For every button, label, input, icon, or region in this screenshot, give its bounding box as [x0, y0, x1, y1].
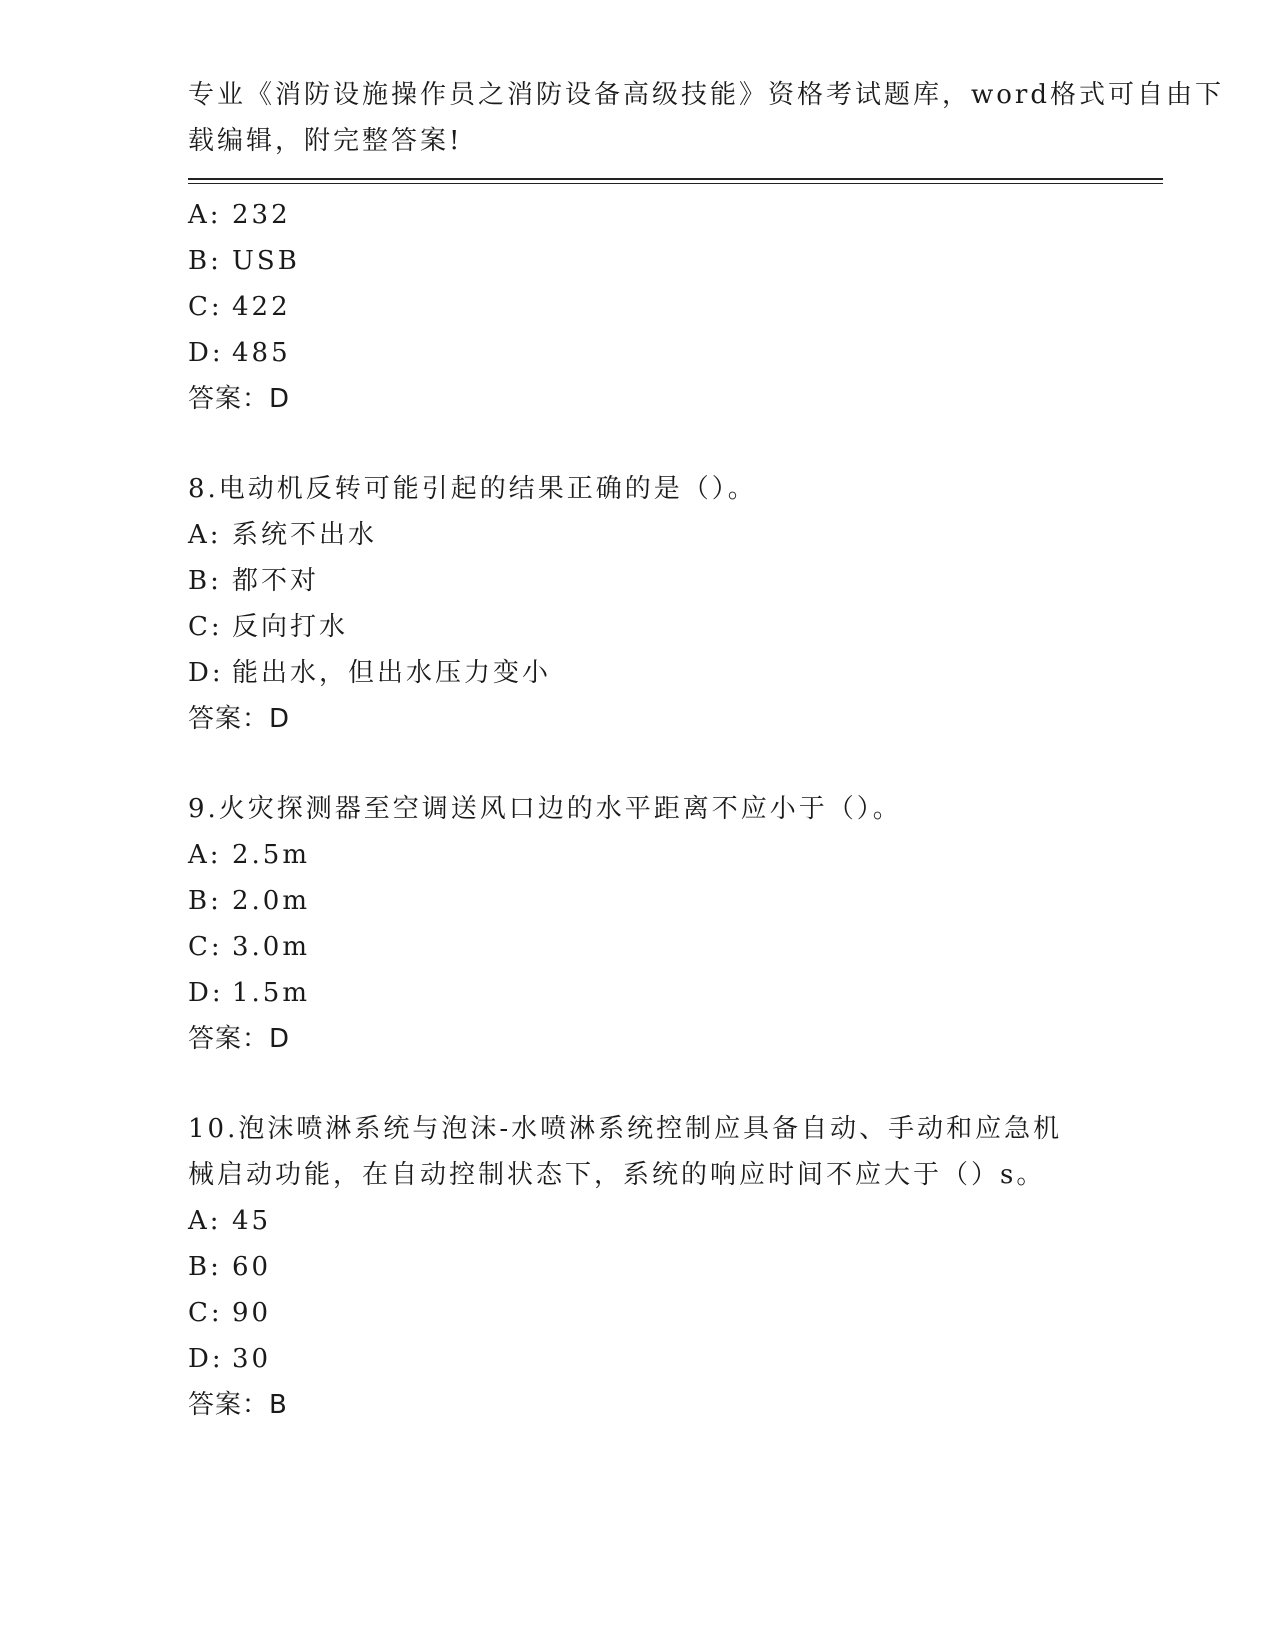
option-text: 422: [232, 292, 291, 322]
option-key: D:: [188, 978, 224, 1008]
question-7: [188, 192, 1148, 422]
option-c: [188, 924, 1148, 970]
header-divider-thin: [188, 183, 1163, 184]
option-c: [188, 284, 1148, 330]
option-key: A:: [188, 1206, 222, 1236]
answer-line: 答案：D: [188, 704, 291, 734]
option-a: [188, 192, 1148, 238]
header-line-2: 载编辑，附完整答案!: [188, 126, 463, 156]
option-b: [188, 878, 1148, 924]
question-9: [188, 786, 1148, 1062]
option-a: [188, 1198, 1148, 1244]
option-key: D:: [188, 1344, 224, 1374]
question-list: [188, 192, 1148, 1428]
option-c: [188, 604, 1148, 650]
option-key: A:: [188, 840, 222, 870]
document-header: [188, 72, 1224, 164]
option-d: [188, 1336, 1148, 1382]
question-text-line-1: 10.泡沫喷淋系统与泡沫-水喷淋系统控制应具备自动、手动和应急机: [188, 1114, 1063, 1144]
option-key: B:: [188, 1252, 222, 1282]
question-text: 9.火灾探测器至空调送风口边的水平距离不应小于（）。: [188, 794, 902, 824]
option-text: 系统不出水: [232, 520, 378, 550]
question-10: [188, 1106, 1148, 1428]
answer-line: 答案：D: [188, 1024, 291, 1054]
option-text: 1.5m: [232, 978, 311, 1008]
option-key: A:: [188, 200, 222, 230]
option-text: 30: [232, 1344, 272, 1374]
option-c: [188, 1290, 1148, 1336]
option-text: USB: [232, 246, 300, 276]
option-text: 45: [232, 1206, 272, 1236]
option-text: 都不对: [232, 566, 320, 596]
option-d: [188, 650, 1148, 696]
option-b: [188, 238, 1148, 284]
header-line-1: 专业《消防设施操作员之消防设备高级技能》资格考试题库，word格式可自由下: [188, 80, 1224, 110]
option-a: [188, 512, 1148, 558]
option-key: D:: [188, 658, 224, 688]
option-key: C:: [188, 932, 223, 962]
option-text: 485: [232, 338, 291, 368]
option-b: [188, 1244, 1148, 1290]
option-key: C:: [188, 292, 223, 322]
option-key: B:: [188, 566, 222, 596]
header-divider-thick: [188, 178, 1163, 180]
answer-line: 答案：B: [188, 1390, 288, 1420]
option-text: 3.0m: [232, 932, 311, 962]
option-key: B:: [188, 246, 222, 276]
question-text: 8.电动机反转可能引起的结果正确的是（）。: [188, 474, 757, 504]
option-d: [188, 970, 1148, 1016]
answer-line: 答案：D: [188, 384, 291, 414]
question-8: [188, 466, 1148, 742]
option-text: 2.5m: [232, 840, 311, 870]
option-d: [188, 330, 1148, 376]
option-key: B:: [188, 886, 222, 916]
option-b: [188, 558, 1148, 604]
option-key: A:: [188, 520, 222, 550]
question-text-line-2: 械启动功能，在自动控制状态下，系统的响应时间不应大于（）s。: [188, 1160, 1046, 1190]
option-text: 90: [232, 1298, 272, 1328]
option-text: 60: [232, 1252, 272, 1282]
option-text: 反向打水: [232, 612, 349, 642]
option-key: C:: [188, 1298, 223, 1328]
option-key: C:: [188, 612, 223, 642]
option-key: D:: [188, 338, 224, 368]
option-text: 能出水，但出水压力变小: [232, 658, 552, 688]
option-a: [188, 832, 1148, 878]
option-text: 232: [232, 200, 291, 230]
option-text: 2.0m: [232, 886, 311, 916]
